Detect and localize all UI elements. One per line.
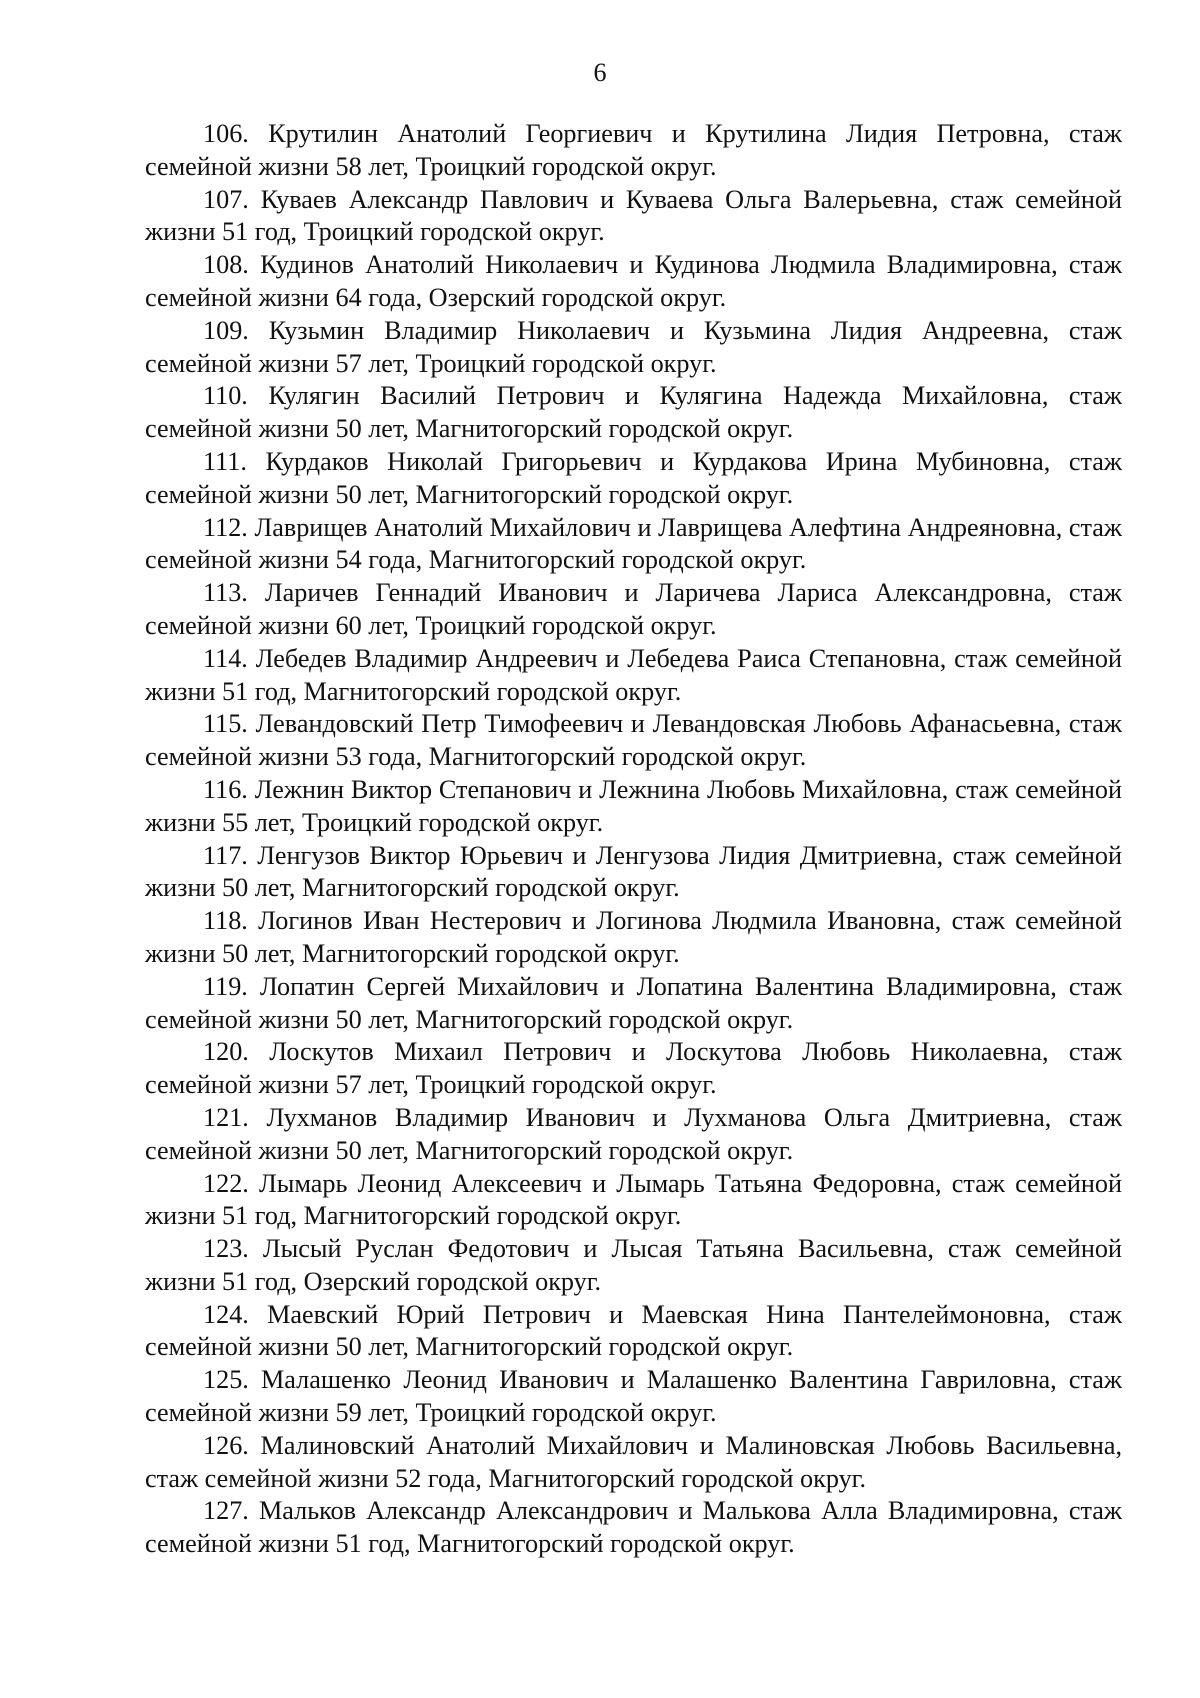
list-item: 109. Кузьмин Владимир Николаевич и Кузьмина Лидия Андреевна, стаж семейной жизни 57 лет, Троицкий городской округ. (145, 315, 1122, 378)
list-item: 112. Лаврищев Анатолий Михайлович и Лаврищева Алефтина Андреяновна, стаж семейной жизни 54 года, Магнитогорский городской округ. (145, 512, 1122, 575)
list-item: 108. Кудинов Анатолий Николаевич и Кудинова Людмила Владимировна, стаж семейной жизни 64 года, Озерский городской округ. (145, 250, 1122, 312)
entry-list (145, 118, 1122, 1561)
list-item: 121. Лухманов Владимир Иванович и Лухманова Ольга Дмитриевна, стаж семейной жизни 50 лет, Магнитогорский городской округ. (145, 1102, 1122, 1165)
list-item: 118. Логинов Иван Нестерович и Логинова Людмила Ивановна, стаж семейной жизни 50 лет, Магнитогорский городской округ. (145, 906, 1122, 968)
list-item: 113. Ларичев Геннадий Иванович и Ларичева Лариса Александровна, стаж семейной жизни 60 лет, Троицкий городской округ. (145, 578, 1122, 640)
list-item: 124. Маевский Юрий Петрович и Маевская Нина Пантелеймоновна, стаж семейной жизни 50 лет, Магнитогорский городской округ. (145, 1299, 1122, 1362)
page-number: 6 (593, 58, 607, 87)
list-item: 127. Мальков Александр Александрович и Малькова Алла Владимировна, стаж семейной жизни 51 год, Магнитогорский городской округ. (145, 1496, 1122, 1559)
list-item: 115. Левандовский Петр Тимофеевич и Левандовская Любовь Афанасьевна, стаж семейной жизни 53 года, Магнитогорский городской округ. (145, 709, 1122, 772)
list-item: 114. Лебедев Владимир Андреевич и Лебедева Раиса Степановна, стаж семейной жизни 51 год, Магнитогорский городской округ. (145, 643, 1122, 706)
list-item: 125. Малашенко Леонид Иванович и Малашенко Валентина Гавриловна, стаж семейной жизни 59 лет, Троицкий городской округ. (145, 1365, 1122, 1428)
list-item: 126. Малиновский Анатолий Михайлович и Малиновская Любовь Васильевна, стаж семейной жизни 52 года, Магнитогорский городской округ. (145, 1430, 1122, 1493)
list-item: 110. Кулягин Василий Петрович и Кулягина Надежда Михайловна, стаж семейной жизни 50 лет, Магнитогорский городской округ. (145, 381, 1122, 444)
list-item: 111. Курдаков Николай Григорьевич и Курдакова Ирина Мубиновна, стаж семейной жизни 50 лет, Магнитогорский городской округ. (145, 446, 1122, 509)
list-item: 106. Крутилин Анатолий Георгиевич и Крутилина Лидия Петровна, стаж семейной жизни 58 лет, Троицкий городской округ. (145, 119, 1122, 181)
list-item: 123. Лысый Руслан Федотович и Лысая Татьяна Васильевна, стаж семейной жизни 51 год, Озерский городской округ. (145, 1234, 1122, 1296)
list-item: 119. Лопатин Сергей Михайлович и Лопатина Валентина Владимировна, стаж семейной жизни 50 лет, Магнитогорский городской округ. (145, 971, 1122, 1034)
list-item: 122. Лымарь Леонид Алексеевич и Лымарь Татьяна Федоровна, стаж семейной жизни 51 год, Магнитогорский городской округ. (145, 1168, 1122, 1231)
list-item: 107. Куваев Александр Павлович и Куваева Ольга Валерьевна, стаж семейной жизни 51 год, Троицкий городской округ. (145, 184, 1122, 247)
list-item: 116. Лежнин Виктор Степанович и Лежнина Любовь Михайловна, стаж семейной жизни 55 лет, Троицкий городской округ. (145, 774, 1122, 837)
list-item: 120. Лоскутов Михаил Петрович и Лоскутова Любовь Николаевна, стаж семейной жизни 57 лет, Троицкий городской округ. (145, 1037, 1122, 1100)
list-item: 117. Ленгузов Виктор Юрьевич и Ленгузова Лидия Дмитриевна, стаж семейной жизни 50 лет, Магнитогорский городской округ. (145, 840, 1122, 903)
